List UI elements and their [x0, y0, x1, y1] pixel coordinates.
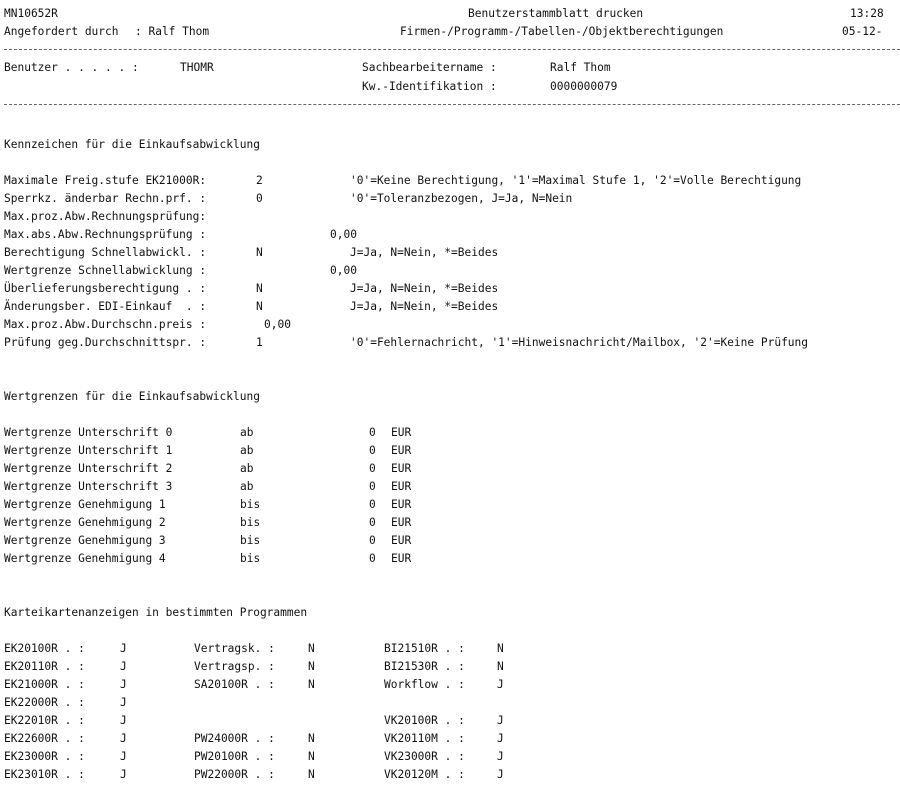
program-flag: J: [497, 750, 504, 763]
kw-value: 0000000079: [550, 80, 618, 93]
limit-label: Wertgrenze Unterschrift 0: [4, 426, 173, 439]
flag-label: Überlieferungsberechtigung . :: [4, 282, 207, 295]
clerk-value: Ralf Thom: [550, 61, 611, 74]
limit-amount: 0: [369, 534, 376, 547]
report-subtitle: Firmen-/Programm-/Tabellen-/Objektberechtigungen: [400, 25, 724, 38]
limit-qualifier: bis: [240, 552, 261, 565]
kw-label: Kw.-Identifikation :: [362, 80, 497, 93]
program-label: EK20110R . :: [4, 660, 85, 673]
user-label: Benutzer . . . . . :: [4, 61, 139, 74]
program-label: EK20100R . :: [4, 642, 85, 655]
flag-value: N: [256, 282, 263, 295]
program-flag: N: [308, 750, 315, 763]
program-label: Workflow . :: [384, 678, 465, 691]
flag-value: 0,00: [330, 264, 357, 277]
limit-currency: EUR: [391, 426, 412, 439]
limit-qualifier: bis: [240, 534, 261, 547]
limit-currency: EUR: [391, 552, 412, 565]
program-label: EK22010R . :: [4, 714, 85, 727]
program-flag: N: [497, 660, 504, 673]
flag-label: Änderungsber. EDI-Einkauf . :: [4, 300, 207, 313]
program-label: EK22000R . :: [4, 696, 85, 709]
flag-label: Wertgrenze Schnellabwicklung :: [4, 264, 207, 277]
limit-amount: 0: [369, 462, 376, 475]
flag-value: 0,00: [330, 228, 357, 241]
program-flag: J: [120, 696, 127, 709]
flag-note: '0'=Keine Berechtigung, '1'=Maximal Stufe 1, '2'=Volle Berechtigung: [350, 174, 802, 187]
limit-currency: EUR: [391, 444, 412, 457]
limit-qualifier: ab: [240, 444, 254, 457]
program-flag: J: [120, 660, 127, 673]
program-label: VK20100R . :: [384, 714, 465, 727]
limit-qualifier: ab: [240, 480, 254, 493]
limit-currency: EUR: [391, 498, 412, 511]
program-label: VK20120M . :: [384, 768, 465, 781]
flag-value: 0,00: [264, 318, 291, 331]
limit-currency: EUR: [391, 534, 412, 547]
flag-label: Max.abs.Abw.Rechnungsprüfung :: [4, 228, 207, 241]
flag-label: Prüfung geg.Durchschnittspr. :: [4, 336, 207, 349]
limit-label: Wertgrenze Unterschrift 2: [4, 462, 173, 475]
program-flag: J: [497, 732, 504, 745]
report-time: 13:28: [850, 7, 884, 20]
program-label: VK20110M . :: [384, 732, 465, 745]
flag-note: '0'=Fehlernachricht, '1'=Hinweisnachricht/Mailbox, '2'=Keine Prüfung: [350, 336, 809, 349]
limit-amount: 0: [369, 498, 376, 511]
program-label: EK23000R . :: [4, 750, 85, 763]
flag-value: N: [256, 300, 263, 313]
divider: [4, 49, 900, 50]
program-flag: J: [120, 750, 127, 763]
flag-label: Max.proz.Abw.Rechnungsprüfung:: [4, 210, 207, 223]
limit-amount: 0: [369, 426, 376, 439]
limit-label: Wertgrenze Genehmigung 2: [4, 516, 166, 529]
flag-label: Sperrkz. änderbar Rechn.prf. :: [4, 192, 207, 205]
limit-amount: 0: [369, 480, 376, 493]
user-value: THOMR: [180, 61, 214, 74]
program-label: BI21510R . :: [384, 642, 465, 655]
divider: [4, 104, 900, 105]
section-title-purchasing-flags: Kennzeichen für die Einkaufsabwicklung: [4, 138, 260, 151]
report-date: 05-12-: [842, 25, 883, 38]
flag-value: N: [256, 246, 263, 259]
flag-value: 2: [256, 174, 263, 187]
limit-qualifier: ab: [240, 426, 254, 439]
clerk-label: Sachbearbeitername :: [362, 61, 497, 74]
program-flag: J: [120, 714, 127, 727]
flag-note: J=Ja, N=Nein, *=Beides: [350, 282, 499, 295]
limit-currency: EUR: [391, 462, 412, 475]
limit-qualifier: bis: [240, 498, 261, 511]
section-title-index-cards: Karteikartenanzeigen in bestimmten Programmen: [4, 606, 308, 619]
flag-note: '0'=Toleranzbezogen, J=Ja, N=Nein: [350, 192, 573, 205]
flag-label: Max.proz.Abw.Durchschn.preis :: [4, 318, 207, 331]
limit-amount: 0: [369, 552, 376, 565]
program-flag: J: [497, 678, 504, 691]
program-label: VK23000R . :: [384, 750, 465, 763]
program-flag: J: [120, 768, 127, 781]
limit-label: Wertgrenze Genehmigung 4: [4, 552, 166, 565]
program-flag: J: [120, 678, 127, 691]
flag-value: 1: [256, 336, 263, 349]
limit-currency: EUR: [391, 480, 412, 493]
limit-label: Wertgrenze Unterschrift 1: [4, 444, 173, 457]
limit-label: Wertgrenze Genehmigung 1: [4, 498, 166, 511]
program-label: BI21530R . :: [384, 660, 465, 673]
program-label: PW24000R . :: [194, 732, 275, 745]
limit-label: Wertgrenze Unterschrift 3: [4, 480, 173, 493]
program-flag: N: [308, 678, 315, 691]
program-flag: N: [308, 642, 315, 655]
limit-amount: 0: [369, 444, 376, 457]
program-label: EK23010R . :: [4, 768, 85, 781]
program-flag: J: [497, 768, 504, 781]
flag-label: Berechtigung Schnellabwickl. :: [4, 246, 207, 259]
limit-qualifier: bis: [240, 516, 261, 529]
program-id: MN10652R: [4, 7, 58, 20]
program-flag: J: [120, 642, 127, 655]
program-flag: J: [497, 714, 504, 727]
section-title-value-limits: Wertgrenzen für die Einkaufsabwicklung: [4, 390, 260, 403]
program-label: Vertragsp. :: [194, 660, 275, 673]
program-label: PW22000R . :: [194, 768, 275, 781]
program-flag: N: [497, 642, 504, 655]
program-flag: J: [120, 732, 127, 745]
program-flag: N: [308, 768, 315, 781]
program-label: EK21000R . :: [4, 678, 85, 691]
program-label: Vertragsk. :: [194, 642, 275, 655]
program-flag: N: [308, 732, 315, 745]
limit-label: Wertgrenze Genehmigung 3: [4, 534, 166, 547]
requested-by-value: : Ralf Thom: [135, 25, 210, 38]
flag-note: J=Ja, N=Nein, *=Beides: [350, 300, 499, 313]
program-label: SA20100R . :: [194, 678, 275, 691]
limit-currency: EUR: [391, 516, 412, 529]
report-title: Benutzerstammblatt drucken: [468, 7, 644, 20]
program-flag: N: [308, 660, 315, 673]
flag-note: J=Ja, N=Nein, *=Beides: [350, 246, 499, 259]
limit-amount: 0: [369, 516, 376, 529]
requested-by-label: Angefordert durch: [4, 25, 119, 38]
flag-label: Maximale Freig.stufe EK21000R:: [4, 174, 207, 187]
program-label: EK22600R . :: [4, 732, 85, 745]
flag-value: 0: [256, 192, 263, 205]
program-label: PW20100R . :: [194, 750, 275, 763]
limit-qualifier: ab: [240, 462, 254, 475]
